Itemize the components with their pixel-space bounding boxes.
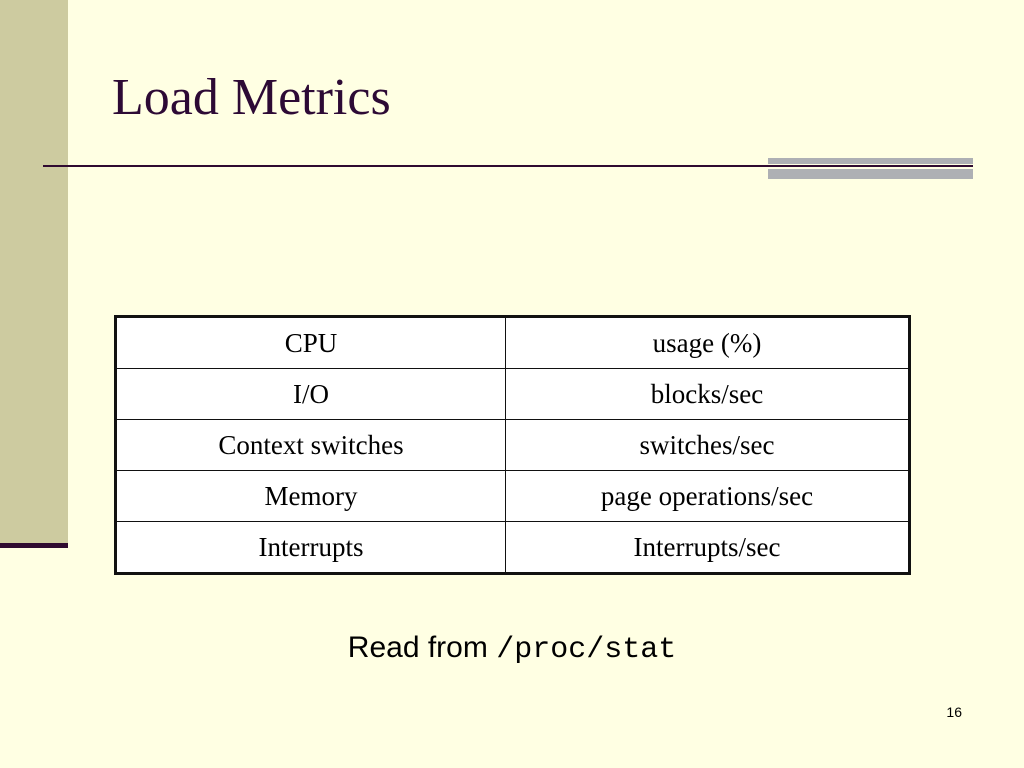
- table-row: [116, 522, 910, 574]
- table-row: [116, 317, 910, 369]
- caption-code-path: /proc/stat: [496, 633, 677, 667]
- metric-cell: Context switches: [116, 420, 506, 471]
- table-row: [116, 471, 910, 522]
- unit-cell: blocks/sec: [506, 369, 910, 420]
- slide-number: 16: [946, 704, 962, 720]
- left-bar-rule: [0, 543, 68, 548]
- slide-title: Load Metrics: [112, 69, 391, 126]
- unit-cell: usage (%): [506, 317, 910, 369]
- table-row: [116, 369, 910, 420]
- source-caption: [0, 626, 1024, 672]
- unit-cell: page operations/sec: [506, 471, 910, 522]
- unit-cell: Interrupts/sec: [506, 522, 910, 574]
- title-underline-rule: [43, 165, 973, 167]
- table-row: [116, 420, 910, 471]
- metric-cell: Memory: [116, 471, 506, 522]
- left-decorative-bar: [0, 0, 68, 548]
- accent-bar-top: [768, 158, 973, 164]
- unit-cell: switches/sec: [506, 420, 910, 471]
- metric-cell: CPU: [116, 317, 506, 369]
- load-metrics-table: [114, 315, 911, 575]
- accent-bar-bottom: [768, 169, 973, 179]
- caption-prefix: Read from: [347, 631, 488, 664]
- metric-cell: I/O: [116, 369, 506, 420]
- metric-cell: Interrupts: [116, 522, 506, 574]
